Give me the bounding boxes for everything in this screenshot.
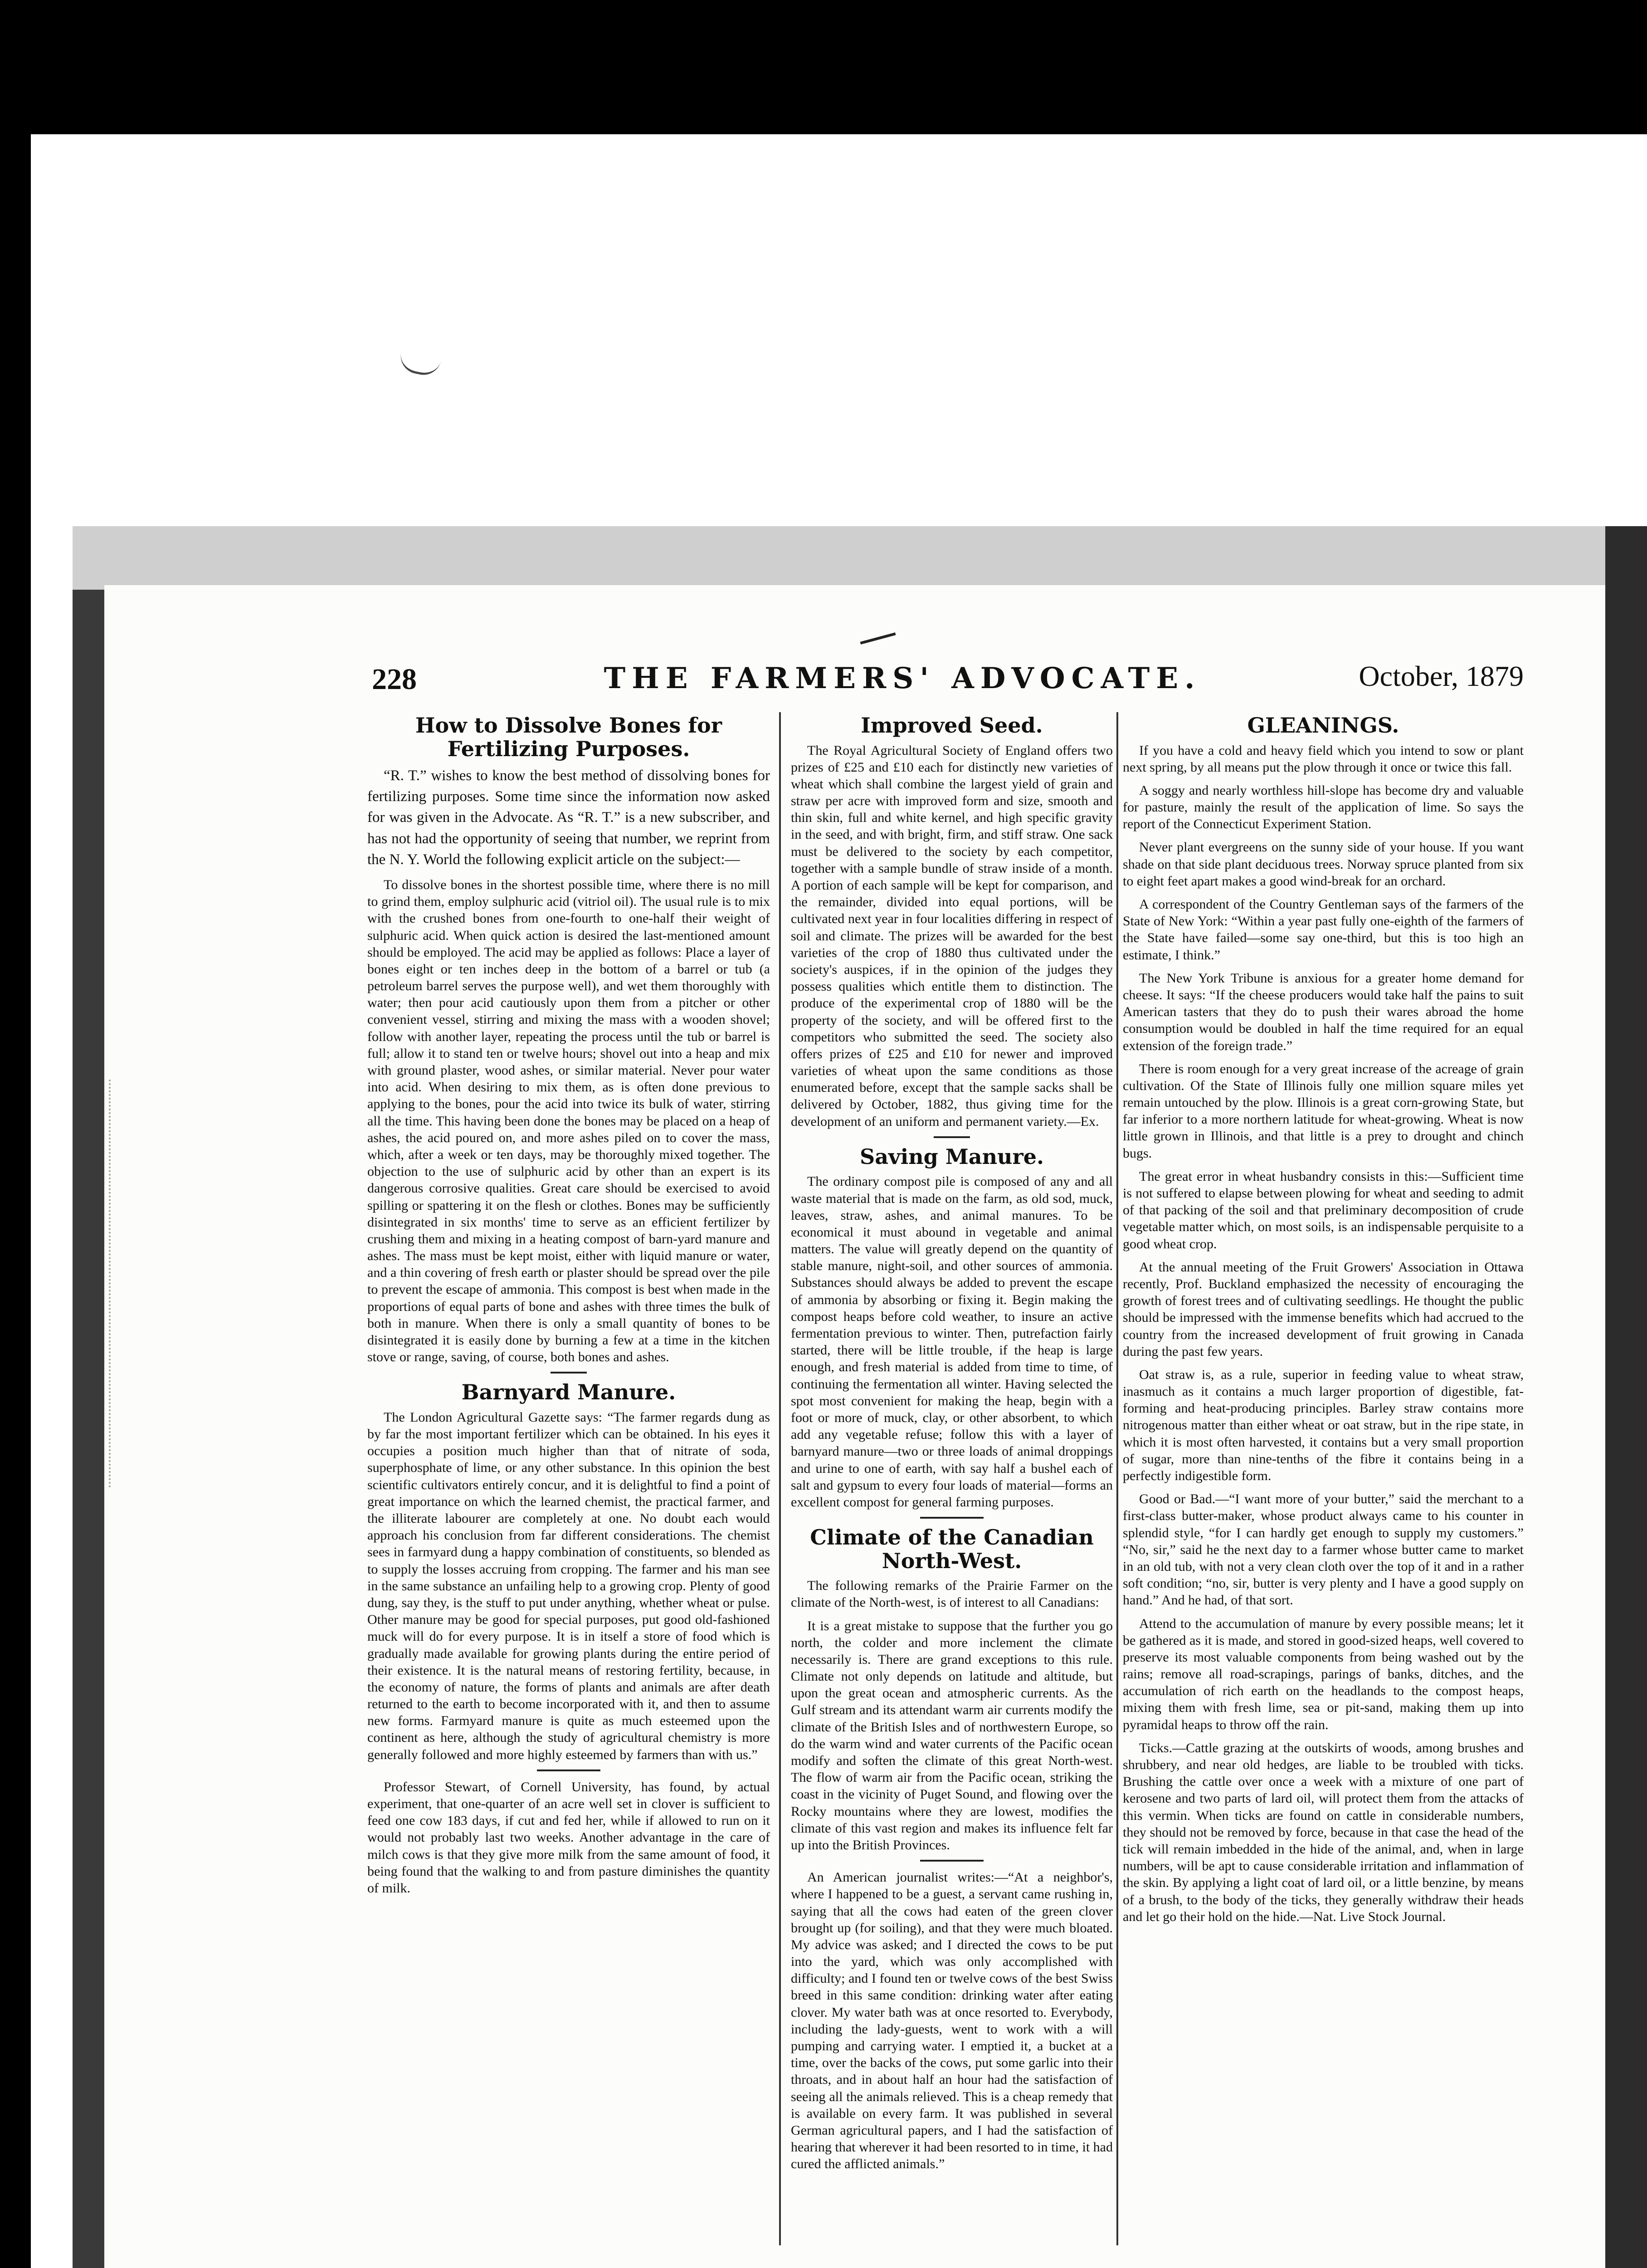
article-paragraph: “R. T.” wishes to know the best method of dissolving bones for fertilizing purposes. Some time since the information now asked for was given in the Advocate. As “R. T.” is a new subscriber, and has not had the opportunity of seeing that number, we reprint from the N. Y. World the following explicit article on the subject:— (367, 767, 770, 868)
article-title-dissolve-bones: How to Dissolve Bones for Fertilizing Purposes. (415, 713, 722, 761)
article-paragraph: The ordinary compost pile is composed of any and all waste material that is made on the farm, as old sod, muck, leaves, straw, ashes, and animal manures. To be economical it must abound in vegetable and animal matters. The value will greatly depend on the quantity of stable manure, night-soil, and other sources of ammonia. Substances should always be added to prevent the escape of ammonia by absorbing or fixing it. Begin making the compost heaps before cold weather, to insure an active fermentation previous to winter. Then, putrefaction fairly started, there will be little trouble, if the heap is large enough, and fresh material is added from time to time, of continuing the fermentation all winter. Having selected the spot most convenient for making the heap, begin with a foot or more of muck, clay, or other absorbent, to which add any vegetable refuse; follow this with a layer of barnyard manure—two or three loads of animal droppings and urine to one of earth, with say half a bushel each of salt and gypsum to every four loads of material—forms an excellent compost for general farming purposes. (791, 1174, 1113, 1510)
article-paragraph: An American journalist writes:—“At a neighbor's, where I happened to be a guest, a servant came rushing in, saying that all the cows had eaten of the green clover brought up (for soiling), and that they were much bloated. My advice was asked; and I directed the cows to be put into the yard, which was only accomplished with difficulty; and I found ten or twelve cows of the best Swiss breed in this same condition: drinking water after eating clover. My water bath was at once resorted to. Everybody, including the lady-guests, went to work with a will pumping and carrying water. I emptied it, a bucket at a time, over the backs of the cows, put some garlic into their throats, and in about half an hour had the satisfaction of seeing all the animals relieved. This is a cheap remedy that is available on every farm. It was published in several German agricultural papers, and I had the satisfaction of hearing that wherever it had been resorted to in time, it had cured the afflicted animals.” (791, 1870, 1113, 2172)
article-paragraph: Professor Stewart, of Cornell University, has found, by actual experiment, that one-quarter of an acre well set in clover is sufficient to feed one cow 183 days, if cut and fed her, while if allowed to run on it would not probably last two weeks. Another advantage in the care of milch cows is that they give more milk from the same amount of food, it being found that the walking to and from pasture diminishes the quantity of milk. (367, 1779, 770, 1896)
page-number: 228 (372, 663, 417, 696)
section-divider (920, 1517, 984, 1519)
page-header (372, 653, 1524, 703)
issue-date: October, 1879 (1359, 660, 1524, 692)
gleaning-paragraph: A correspondent of the Country Gentleman says of the farmers of the State of New York: “Within a year past fully one-eighth of the farmers of the State have failed—some say one-third, but this is too high an estimate, I think.” (1123, 897, 1524, 963)
article-title-saving-manure: Saving Manure. (860, 1144, 1044, 1169)
article-paragraph: The Royal Agricultural Society of England offers two prizes of £25 and £10 each for distinctly new varieties of wheat which shall combine the largest yield of grain and straw per acre with improved form and size, smooth and thin skin, full and white kernel, and high specific gravity in the seed, and with bright, firm, and stiff straw. One sack must be delivered to the society by each competitor, together with a sample bundle of straw inside of a month. A portion of each sample will be kept for comparison, and the remainder, divided into equal portions, will be cultivated next year in four localities differing in respect of soil and climate. The prizes will be awarded for the best varieties of the crop of 1880 thus cultivated under the society's auspices, if in the opinion of the judges they possess qualities which entitle them to distinction. The produce of the experimental crop of 1880 will be the property of the society, and will be offered first to the competitors who submitted the seed. The society also offers prizes of £25 and £10 for newer and improved varieties of wheat upon the same conditions as those enumerated before, except that the sample sacks shall be delivered by October, 1882, thus giving time for the development of an uniform and permanent variety.—Ex. (791, 743, 1113, 1129)
column-3 (1123, 712, 1524, 1931)
article-paragraph: The following remarks of the Prairie Farmer on the climate of the North-west, is of interest to all Canadians: (791, 1578, 1113, 1610)
gleaning-paragraph: The great error in wheat husbandry consists in this:—Sufficient time is not suffered to elapse between plowing for wheat and seeding to admit of that packing of the soil and that preliminary decomposition of crude vegetable matter which, on most soils, is an indispensable perquisite to a good wheat crop. (1123, 1168, 1524, 1251)
article-paragraph: To dissolve bones in the shortest possible time, where there is no mill to grind them, employ sulphuric acid (vitriol oil). The usual rule is to mix with the crushed bones from one-fourth to one-half their weight of sulphuric acid. When quick action is desired the last-mentioned amount should be employed. The acid may be applied as follows: Place a layer of bones eight or ten inches deep in the bottom of a barrel or tub (a petroleum barrel serves the purpose well), and wet them thoroughly with water; then pour acid cautiously upon them from a pitcher or other convenient vessel, stirring and mixing the mass with a wooden shovel; follow with another layer, repeating the process until the tub or barrel is full; allow it to stand ten or twelve hours; shovel out into a heap and mix with ground plaster, wood ashes, or similar material. Never pour water into acid. When desiring to mix them, as is often done previous to applying to the bones, pour the acid into twice its bulk of water, stirring all the time. This having been done the bones may be placed on a heap of ashes, the acid poured on, and more ashes piled on to cover the mass, which, after a week or ten days, may be thoroughly mixed together. The objection to the use of sulphuric acid by other than an expert is its dangerous corrosive qualities. Great care should be exercised to avoid spilling or spattering it on the flesh or clothes. Bones may be sufficiently disintegrated in six months' time to serve as an efficient fertilizer by crushing them and mixing in a heating compost of barn-yard manure and ashes. The mass must be kept moist, either with liquid manure or water, and a thin covering of fresh earth or plaster should be spread over the pile to prevent the escape of ammonia. This compost is best when made in the proportions of equal parts of bone and ashes with three times the bulk of both in manure. When there is only a small quantity of bones to be disintegrated it is easily done by burning a few at a time in the kitchen stove or range, saving, of course, both bones and ashes. (367, 877, 770, 1365)
article-title-climate-north-west: Climate of the Canadian North-West. (810, 1525, 1094, 1573)
article-title-gleanings: GLEANINGS. (1247, 713, 1399, 738)
column-rule-2 (1116, 712, 1118, 2245)
gleaning-paragraph: A soggy and nearly worthless hill-slope has become dry and valuable for pasture, mainly the result of the application of lime. So says the report of the Connecticut Experiment Station. (1123, 782, 1524, 832)
section-divider (920, 1860, 984, 1862)
gleaning-paragraph: There is room enough for a very great increase of the acreage of grain cultivation. Of the State of Illinois fully one million square miles yet remain untouched by the plow. Illinois is a great corn-growing State, but far inferior to a more northern latitude for wheat-growing. Wheat is now little grown in Illinois, and that little is a prey to drought and chinch bugs. (1123, 1061, 1524, 1161)
gleaning-paragraph: The New York Tribune is anxious for a greater home demand for cheese. It says: “If the cheese producers would take half the pains to suit American tasters that they do to push their wares abroad the home consumption would be doubled in half the time required for an equal extension of the foreign trade.” (1123, 970, 1524, 1053)
book-binding-edge (73, 590, 104, 2268)
masthead: THE FARMERS' ADVOCATE. (604, 661, 1201, 695)
gleaning-paragraph: Ticks.—Cattle grazing at the outskirts of woods, among brushes and shrubbery, and near old hedges, are liable to be troubled with ticks. Brushing the cattle over once a week with a mixture of one part of kerosene and two parts of lard oil, will protect them from the attacks of this vermin. When ticks are found on cattle in considerable numbers, they should not be removed by force, because in that case the head of the tick will remain imbedded in the hide of the animal, and, when in large numbers, will be apt to cause considerable irritation and inflammation of the skin. By applying a light coat of lard oil, or a little benzine, by means of a brush, to the body of the ticks, they generally withdraw their heads and let go their hold on the hide.—Nat. Live Stock Journal. (1123, 1740, 1524, 1924)
section-divider (551, 1372, 587, 1374)
column-rule-1 (779, 712, 781, 2245)
section-divider (934, 1136, 970, 1138)
gleaning-paragraph: If you have a cold and heavy field which you intend to sow or plant next spring, by all means put the plow through it once or twice this fall. (1123, 743, 1524, 775)
article-title-barnyard-manure: Barnyard Manure. (461, 1380, 676, 1405)
margin-bleed-text (109, 1080, 138, 1488)
section-divider (537, 1769, 600, 1771)
article-title-improved-seed: Improved Seed. (861, 713, 1043, 738)
gleaning-paragraph: Oat straw is, as a rule, superior in feeding value to wheat straw, inasmuch as it contains a much larger proportion of digestible, fat-forming and heat-producing principles. Barley straw contains more nitrogenous matter than either wheat or oat straw, but in the ripe state, in which it is most often harvested, it contains but a very small proportion of sugar, more than nine-tenths of the fibre it contains being in a perfectly indigestible form. (1123, 1367, 1524, 1484)
book-page-top-edge (73, 526, 1647, 590)
column-2 (791, 712, 1113, 2179)
article-paragraph: The London Agricultural Gazette says: “The farmer regards dung as by far the most important fertilizer which can be obtained. In his eyes it occupies a position much higher than that of nitrate of soda, superphosphate of lime, or any other substance. In this opinion the best scientific cultivators entirely concur, and it is delightful to find a point of great importance on which the learned chemist, the practical farmer, and the illiterate labourer are completely at one. No doubt each would approach his conclusion from far different considerations. The chemist sees in farmyard dung a happy combination of constituents, so blended as to supply the losses accruing from cropping. The farmer and his man see in the same substance an unfailing help to a growing crop. Plenty of good dung, say they, is the stuff to put under anything, whether wheat or pulse. Other manure may be good for special purposes, put good old-fashioned muck will do for every purpose. It is in itself a store of food which is gradually made available for growing plants during the entire period of their existence. It is the natural means of restoring fertility, because, in the economy of nature, the forms of plants and animals are after death returned to the earth to become incorporated with it, and then to assume new forms. Farmyard manure is quite as much esteemed upon the continent as here, although the study of agricultural chemistry is more generally followed and more highly esteemed by farmers than with us.” (367, 1409, 770, 1762)
book-page-right-edge (1605, 526, 1647, 2268)
gleaning-paragraph: Attend to the accumulation of manure by every possible means; let it be gathered as it is made, and stored in good-sized heaps, well covered to preserve its most valuable components from being washed out by the rains; remove all road-scrapings, parings of banks, ditches, and the accumulation of rich earth on the headlands to the compost heaps, mixing them with fresh lime, sea or pit-sand, making them up into pyramidal heaps to throw off the rain. (1123, 1616, 1524, 1732)
gleaning-paragraph: Never plant evergreens on the sunny side of your house. If you want shade on that side plant deciduous trees. Norway spruce planted from six to eight feet apart makes a good wind-break for an orchard. (1123, 840, 1524, 889)
column-1 (367, 712, 770, 1903)
gleaning-paragraph: Good or Bad.—“I want more of your butter,” said the merchant to a first-class butter-maker, whose product always came to his counter in splendid style, “for I can hardly get enough to supply my customers.” “No, sir,” said he the next day to a farmer whose butter came to market in an old tub, with not a very clean cloth over the top of it and in a rather soft condition; “no, sir, butter is very plenty and I have a good supply on hand.” And he had, of that sort. (1123, 1491, 1524, 1608)
gleaning-paragraph: At the annual meeting of the Fruit Growers' Association in Ottawa recently, Prof. Buckland emphasized the necessity of encouraging the growth of forest trees and of cultivating seedlings. He thought the public should be impressed with the immense benefits which had accrued to the country from the increased development of fruit growing in Canada during the past few years. (1123, 1259, 1524, 1359)
article-paragraph: It is a great mistake to suppose that the further you go north, the colder and more inclement the climate necessarily is. There are grand exceptions to this rule. Climate not only depends on latitude and altitude, but upon the great ocean and atmospheric currents. As the Gulf stream and its attendant warm air currents modify the climate of the British Isles and of northwestern Europe, so do the warm wind and water currents of the Pacific ocean modify and soften the climate of this great North-west. The flow of warm air from the Pacific ocean, striking the coast in the vicinity of Puget Sound, and flowing over the Rocky mountains where they are lowest, modifies the climate of this vast region and makes its influence felt far up into the British Provinces. (791, 1618, 1113, 1853)
